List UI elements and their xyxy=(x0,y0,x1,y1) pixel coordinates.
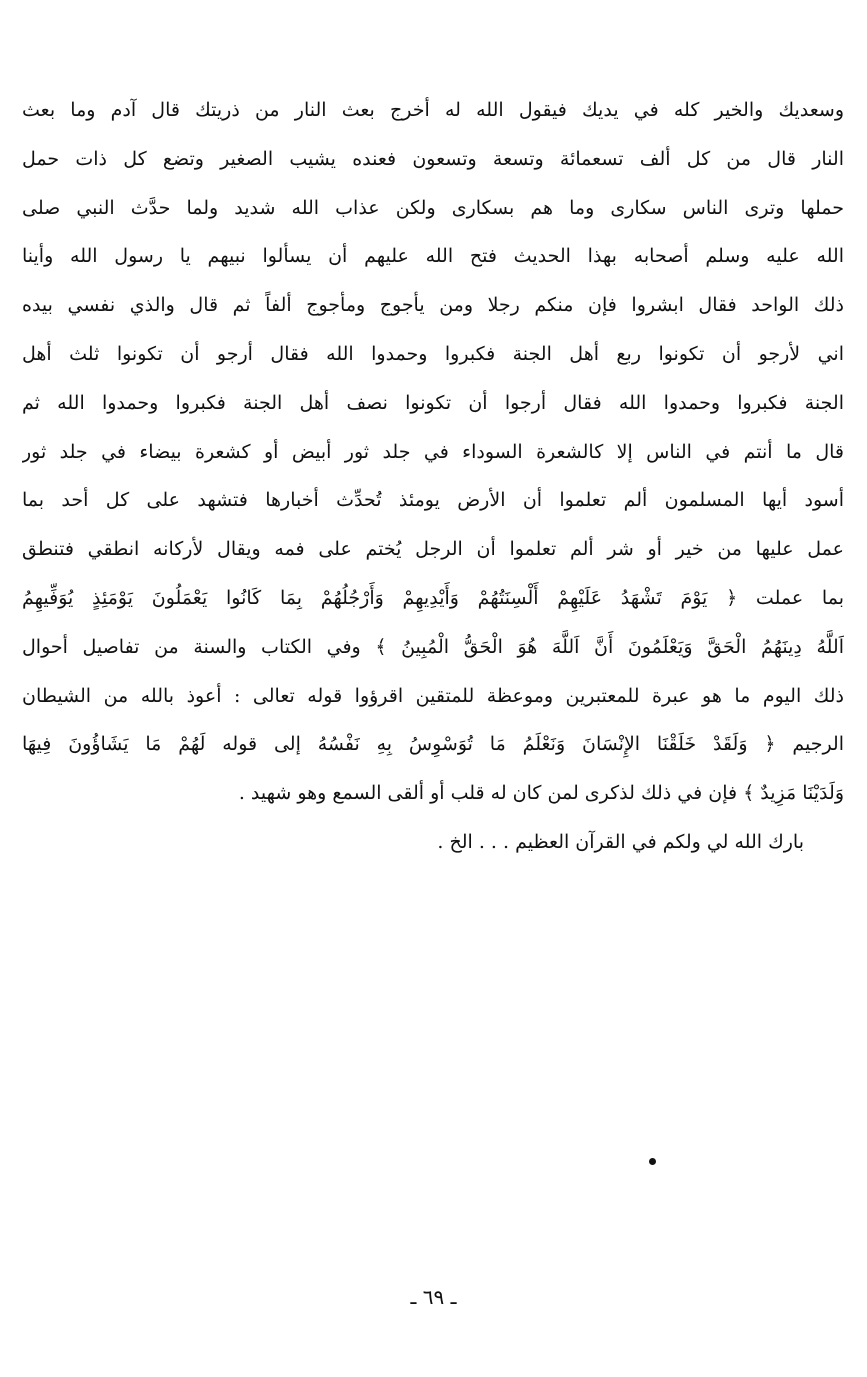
text-line: عمل عليها من خير أو شر ألم تعلموا أن الرجل يُختم على فمه ويقال لأركانه انطقي فتنطق xyxy=(22,538,844,561)
text-line: قال ما أنتم في الناس إلا كالشعرة السوداء في جلد ثور أبيض أو كشعرة بيضاء في جلد ثور xyxy=(22,440,844,463)
text-line: ذلك الواحد فقال ابشروا فإن منكم رجلا ومن يأجوج ومأجوج ألفاً ثم قال والذي نفسي بيده xyxy=(22,294,844,317)
text-line: اني لأرجو أن تكونوا ربع أهل الجنة فكبروا وحمدوا الله فقال أرجو أن تكونوا ثلث أهل xyxy=(22,342,844,365)
quran-verse-line: اَللَّهُ دِينَهُمُ الْحَقَّ وَيَعْلَمُونَ أَنَّ اَللَّهَ هُوَ الْحَقُّ الْمُبِينُ ﴾ وفي الكتاب والسنة من تفاصيل أحوال xyxy=(22,635,844,658)
quran-verse-line: بما عملت ﴿ يَوْمَ تَشْهَدُ عَلَيْهِمْ أَلْسِنَتُهُمْ وَأَيْدِيهِمْ وَأَرْجُلُهُمْ بِمَا كَانُوا يَعْمَلُونَ يَوْمَئِذٍ يُوَفِّيهِمُ xyxy=(22,586,844,609)
closing-line: بارك الله لي ولكم في القرآن العظيم . . . الخ . xyxy=(437,830,804,853)
text-line: حملها وترى الناس سكارى وما هم بسكارى ولكن عذاب الله شديد ولما حدَّث النبي صلى xyxy=(22,196,844,219)
text-line: النار قال من كل ألف تسعمائة وتسعة وتسعون فعنده يشيب الصغير وتضع كل ذات حمل xyxy=(22,147,844,170)
page-number: ـ ٦٩ ـ xyxy=(410,1285,457,1309)
text-line: وسعديك والخير كله في يديك فيقول الله له أخرج بعث النار من ذريتك قال آدم وما بعث xyxy=(22,99,844,121)
sermon-body-text xyxy=(22,86,844,867)
quran-verse-line: الرجيم ﴿ وَلَقَدْ خَلَقْنَا الإِنْسَانَ وَنَعْلَمُ مَا تُوَسْوِسُ بِهِ نَفْسُهُ إلى قوله لَهُمْ مَا يَشَاؤُونَ فِيهَا xyxy=(22,733,844,756)
text-line: الله عليه وسلم أصحابه بهذا الحديث فتح الله عليهم أن يسألوا نبيهم يا رسول الله وأينا xyxy=(22,245,844,268)
text-line: الجنة فكبروا وحمدوا الله فقال أرجوا أن تكونوا نصف أهل الجنة فكبروا وحمدوا الله ثم xyxy=(22,391,844,414)
text-line: ذلك اليوم ما هو عبرة للمعتبرين وموعظة للمتقين اقرؤوا قوله تعالى : أعوذ بالله من الشيطان xyxy=(22,684,844,707)
quran-verse-line: وَلَدَيْنَا مَزِيدٌ ﴾ فإن في ذلك لذكرى لمن كان له قلب أو ألقى السمع وهو شهيد . xyxy=(238,782,844,805)
text-line: أسود أيها المسلمون ألم تعلموا أن الأرض يومئذ تُحدِّث أخبارها فتشهد على كل أحد بما xyxy=(22,489,844,512)
ink-speck xyxy=(649,1158,656,1165)
